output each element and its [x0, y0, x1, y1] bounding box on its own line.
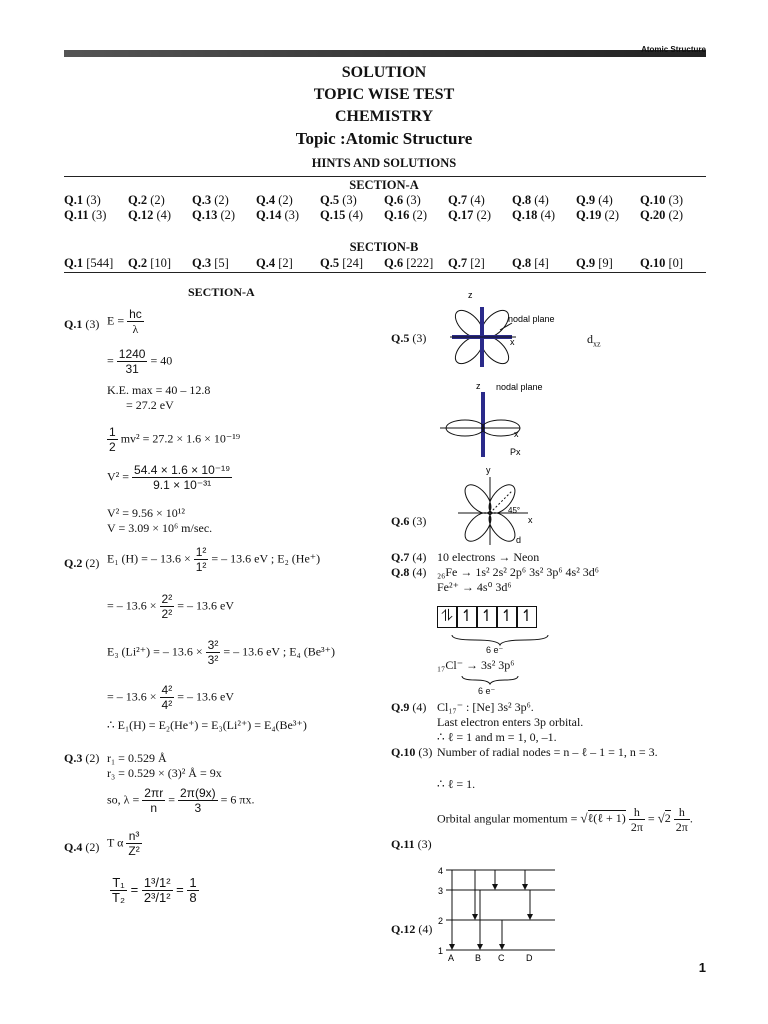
level-label: 4 — [438, 866, 444, 876]
section-b-title: SECTION-B — [349, 240, 419, 254]
q2-l2: = – 13.6 × $\frac{\text{2²}}{\text{2²}}$ = – 13.6 eV — [107, 592, 234, 621]
transition-label: A — [448, 953, 455, 963]
level-label: 3 — [438, 886, 444, 896]
answers-a-grid — [64, 193, 714, 223]
answer-cell: Q.13 (2) — [192, 208, 236, 222]
px-label: Px — [510, 447, 521, 457]
z-axis-label: z — [476, 381, 481, 391]
energy-level-diagram — [430, 860, 570, 965]
answer-cell: Q.1 [544] — [64, 256, 114, 270]
section-a-title: SECTION-A — [349, 178, 419, 192]
q5-label: Q.5 (3) — [391, 331, 427, 345]
divider — [64, 176, 706, 177]
q9-l3: ∴ ℓ = 1 and m = 1, 0, –1. — [437, 730, 557, 744]
q2-l5: ∴ E₁(H) = E₂(He⁺) = E₃(Li²⁺) = E₄(Be³⁺) — [107, 718, 307, 732]
header-label: Atomic Structure — [641, 45, 706, 54]
answer-cell: Q.10 [0] — [640, 256, 684, 270]
answer-cell: Q.18 (4) — [512, 208, 556, 222]
q2-l4: = – 13.6 × $\frac{\text{4²}}{\text{4²}}$ = – 13.6 eV — [107, 683, 234, 712]
q10-l1: Number of radial nodes = n – ℓ – 1 = 1, n = 3. — [437, 745, 658, 759]
angle-label: 45° — [508, 506, 521, 515]
divider — [64, 272, 706, 273]
q4-l1: T α $\frac{\text{n³}}{\text{Z²}}$ — [107, 829, 140, 858]
q4-ratio: $\frac{\text{T₁}}{\text{T₂}}$ = $\frac{\text{1³/1²}}{\text{2³/1²}}$ = $\frac{1}{8}$ — [112, 875, 197, 905]
answer-cell: Q.19 (2) — [576, 208, 620, 222]
q11-label: Q.11 (3) — [391, 837, 432, 851]
level-label: 1 — [438, 946, 444, 956]
z-axis-label: z — [468, 290, 473, 300]
orbital-box: ⥮ — [437, 606, 457, 628]
answer-cell: Q.8 (4) — [512, 193, 549, 207]
answer-cell: Q.16 (2) — [384, 208, 428, 222]
q1-eq3: $\frac{1}{2}$ mv² = 27.2 × 1.6 × 10⁻¹⁹ — [109, 425, 241, 454]
q4-label: Q.4 (2) — [64, 840, 100, 854]
x-axis-label: x — [510, 337, 515, 347]
answer-cell: Q.20 (2) — [640, 208, 684, 222]
hints-heading: HINTS AND SOLUTIONS — [311, 156, 457, 170]
title-chemistry: CHEMISTRY — [334, 108, 434, 125]
answer-cell: Q.12 (4) — [128, 208, 172, 222]
six-e-label: 6 e⁻ — [478, 686, 496, 696]
answer-cell: Q.9 (4) — [576, 193, 613, 207]
answer-cell: Q.6 (3) — [384, 193, 421, 207]
solutions-heading: SECTION-A — [188, 285, 255, 299]
q1-v: V = 3.09 × 10⁶ m/sec. — [107, 521, 213, 535]
q1-label: Q.1 (3) — [64, 317, 100, 331]
px-orbital-diagram — [440, 377, 580, 462]
x-axis-label: x — [514, 429, 519, 439]
level-label: 2 — [438, 916, 444, 926]
answer-cell: Q.14 (3) — [256, 208, 300, 222]
x-axis-label: x — [528, 515, 533, 525]
y-axis-label: y — [486, 465, 491, 475]
answer-cell: Q.10 (3) — [640, 193, 684, 207]
answer-cell: Q.3 [5] — [192, 256, 229, 270]
q2-l3: E₃ (Li²⁺) = – 13.6 × $\frac{\text{3²}}{\text{3²}}$ = – 13.6 eV ; E₄ (Be³⁺) — [107, 638, 335, 667]
dxz-orbital-diagram — [440, 290, 580, 380]
answers-b-grid — [64, 256, 714, 271]
q1-v2: V² = 9.56 × 10¹² — [107, 506, 185, 520]
transition-label: C — [498, 953, 505, 963]
answer-cell: Q.17 (2) — [448, 208, 492, 222]
page-number: 1 — [698, 960, 706, 975]
q3-label: Q.3 (2) — [64, 751, 100, 765]
q3-l3: so, λ = $\frac{2\pi r}{n}$ = $\frac{2\pi(9x)}{3}$ = 6 πx. — [107, 786, 255, 815]
q1-eq1: E = $\frac{hc}{\lambda}$ — [107, 307, 142, 336]
transition-label: B — [475, 953, 482, 963]
nodal-plane-label: nodal plane — [496, 382, 543, 392]
q3-l1: r₁ = 0.529 Å — [107, 751, 167, 765]
title-topic-wise: TOPIC WISE TEST — [313, 86, 455, 103]
q8-label: Q.8 (4) — [391, 565, 427, 579]
answer-cell: Q.3 (2) — [192, 193, 229, 207]
orbital-box: ↿ — [477, 606, 497, 628]
answer-cell: Q.15 (4) — [320, 208, 364, 222]
q9-l2: Last electron enters 3p orbital. — [437, 715, 584, 729]
q9-l1: Cl₁₇⁻ : [Ne] 3s² 3p⁶. — [437, 700, 534, 714]
q2-l1: E₁ (H) = – 13.6 × $\frac{\text{1²}}{\text{1²}}$ = – 13.6 eV ; E₂ (He⁺) — [107, 545, 321, 574]
q2-label: Q.2 (2) — [64, 556, 100, 570]
q12-label: Q.12 (4) — [391, 922, 433, 936]
q8-fe2: Fe²⁺ → 4s⁰ 3d⁶ — [437, 580, 512, 594]
six-e-label: 6 e⁻ — [486, 645, 504, 655]
q10-l3: Orbital angular momentum = √ℓ(ℓ + 1) $\frac{h}{2\pi}$ = √2 $\frac{h}{2\pi}$ . — [437, 805, 693, 834]
answer-cell: Q.6 [222] — [384, 256, 434, 270]
q6-label: Q.6 (3) — [391, 514, 427, 528]
brace — [460, 674, 520, 686]
q3-l2: r₃ = 0.529 × (3)² Å = 9x — [107, 766, 222, 780]
answer-cell: Q.2 (2) — [128, 193, 165, 207]
q8-cl: ₁₇Cl⁻ → 3s² 3p⁶ — [437, 658, 515, 672]
answer-cell: Q.7 (4) — [448, 193, 485, 207]
answer-cell: Q.4 [2] — [256, 256, 293, 270]
orbital-box: ↿ — [517, 606, 537, 628]
answer-cell: Q.5 (3) — [320, 193, 357, 207]
answer-cell: Q.4 (2) — [256, 193, 293, 207]
q1-ke1: K.E. max = 40 – 12.8 — [107, 383, 211, 397]
answer-cell: Q.2 [10] — [128, 256, 172, 270]
answer-cell: Q.7 [2] — [448, 256, 485, 270]
q7-label: Q.7 (4) — [391, 550, 427, 564]
header-bar — [64, 50, 706, 57]
nodal-plane-label: nodal plane — [508, 314, 555, 324]
answer-cell: Q.5 [24] — [320, 256, 364, 270]
q7-text: 10 electrons → Neon — [437, 550, 540, 564]
q9-label: Q.9 (4) — [391, 700, 427, 714]
q10-label: Q.10 (3) — [391, 745, 433, 759]
orbital-box: ↿ — [457, 606, 477, 628]
orbital-box: ↿ — [497, 606, 517, 628]
transition-label: D — [526, 953, 533, 963]
q1-eq2: = $\frac{1240}{31}$ = 40 — [107, 347, 173, 376]
q8-fe: ₂₆Fe → 1s² 2s² 2p⁶ 3s² 3p⁶ 4s² 3d⁶ — [437, 565, 599, 579]
answer-cell: Q.1 (3) — [64, 193, 101, 207]
answer-cell: Q.9 [9] — [576, 256, 613, 270]
dxz-label: $d_{xz}$ — [587, 332, 601, 349]
q1-eq4: V² = $\frac{\text{54.4 × 1.6 × 10⁻¹⁹}}{\text{9.1 × 10⁻³¹}}$ — [107, 463, 231, 492]
answer-cell: Q.8 [4] — [512, 256, 549, 270]
q1-ke2: = 27.2 eV — [126, 398, 174, 412]
orbital-boxes — [437, 606, 537, 628]
dxy-label: d — [516, 535, 522, 545]
title-solution: SOLUTION — [341, 64, 427, 81]
dxy-orbital-diagram — [450, 463, 560, 548]
q10-l2: ∴ ℓ = 1. — [437, 777, 476, 791]
title-topic: Topic :Atomic Structure — [295, 129, 473, 148]
answer-cell: Q.11 (3) — [64, 208, 107, 222]
